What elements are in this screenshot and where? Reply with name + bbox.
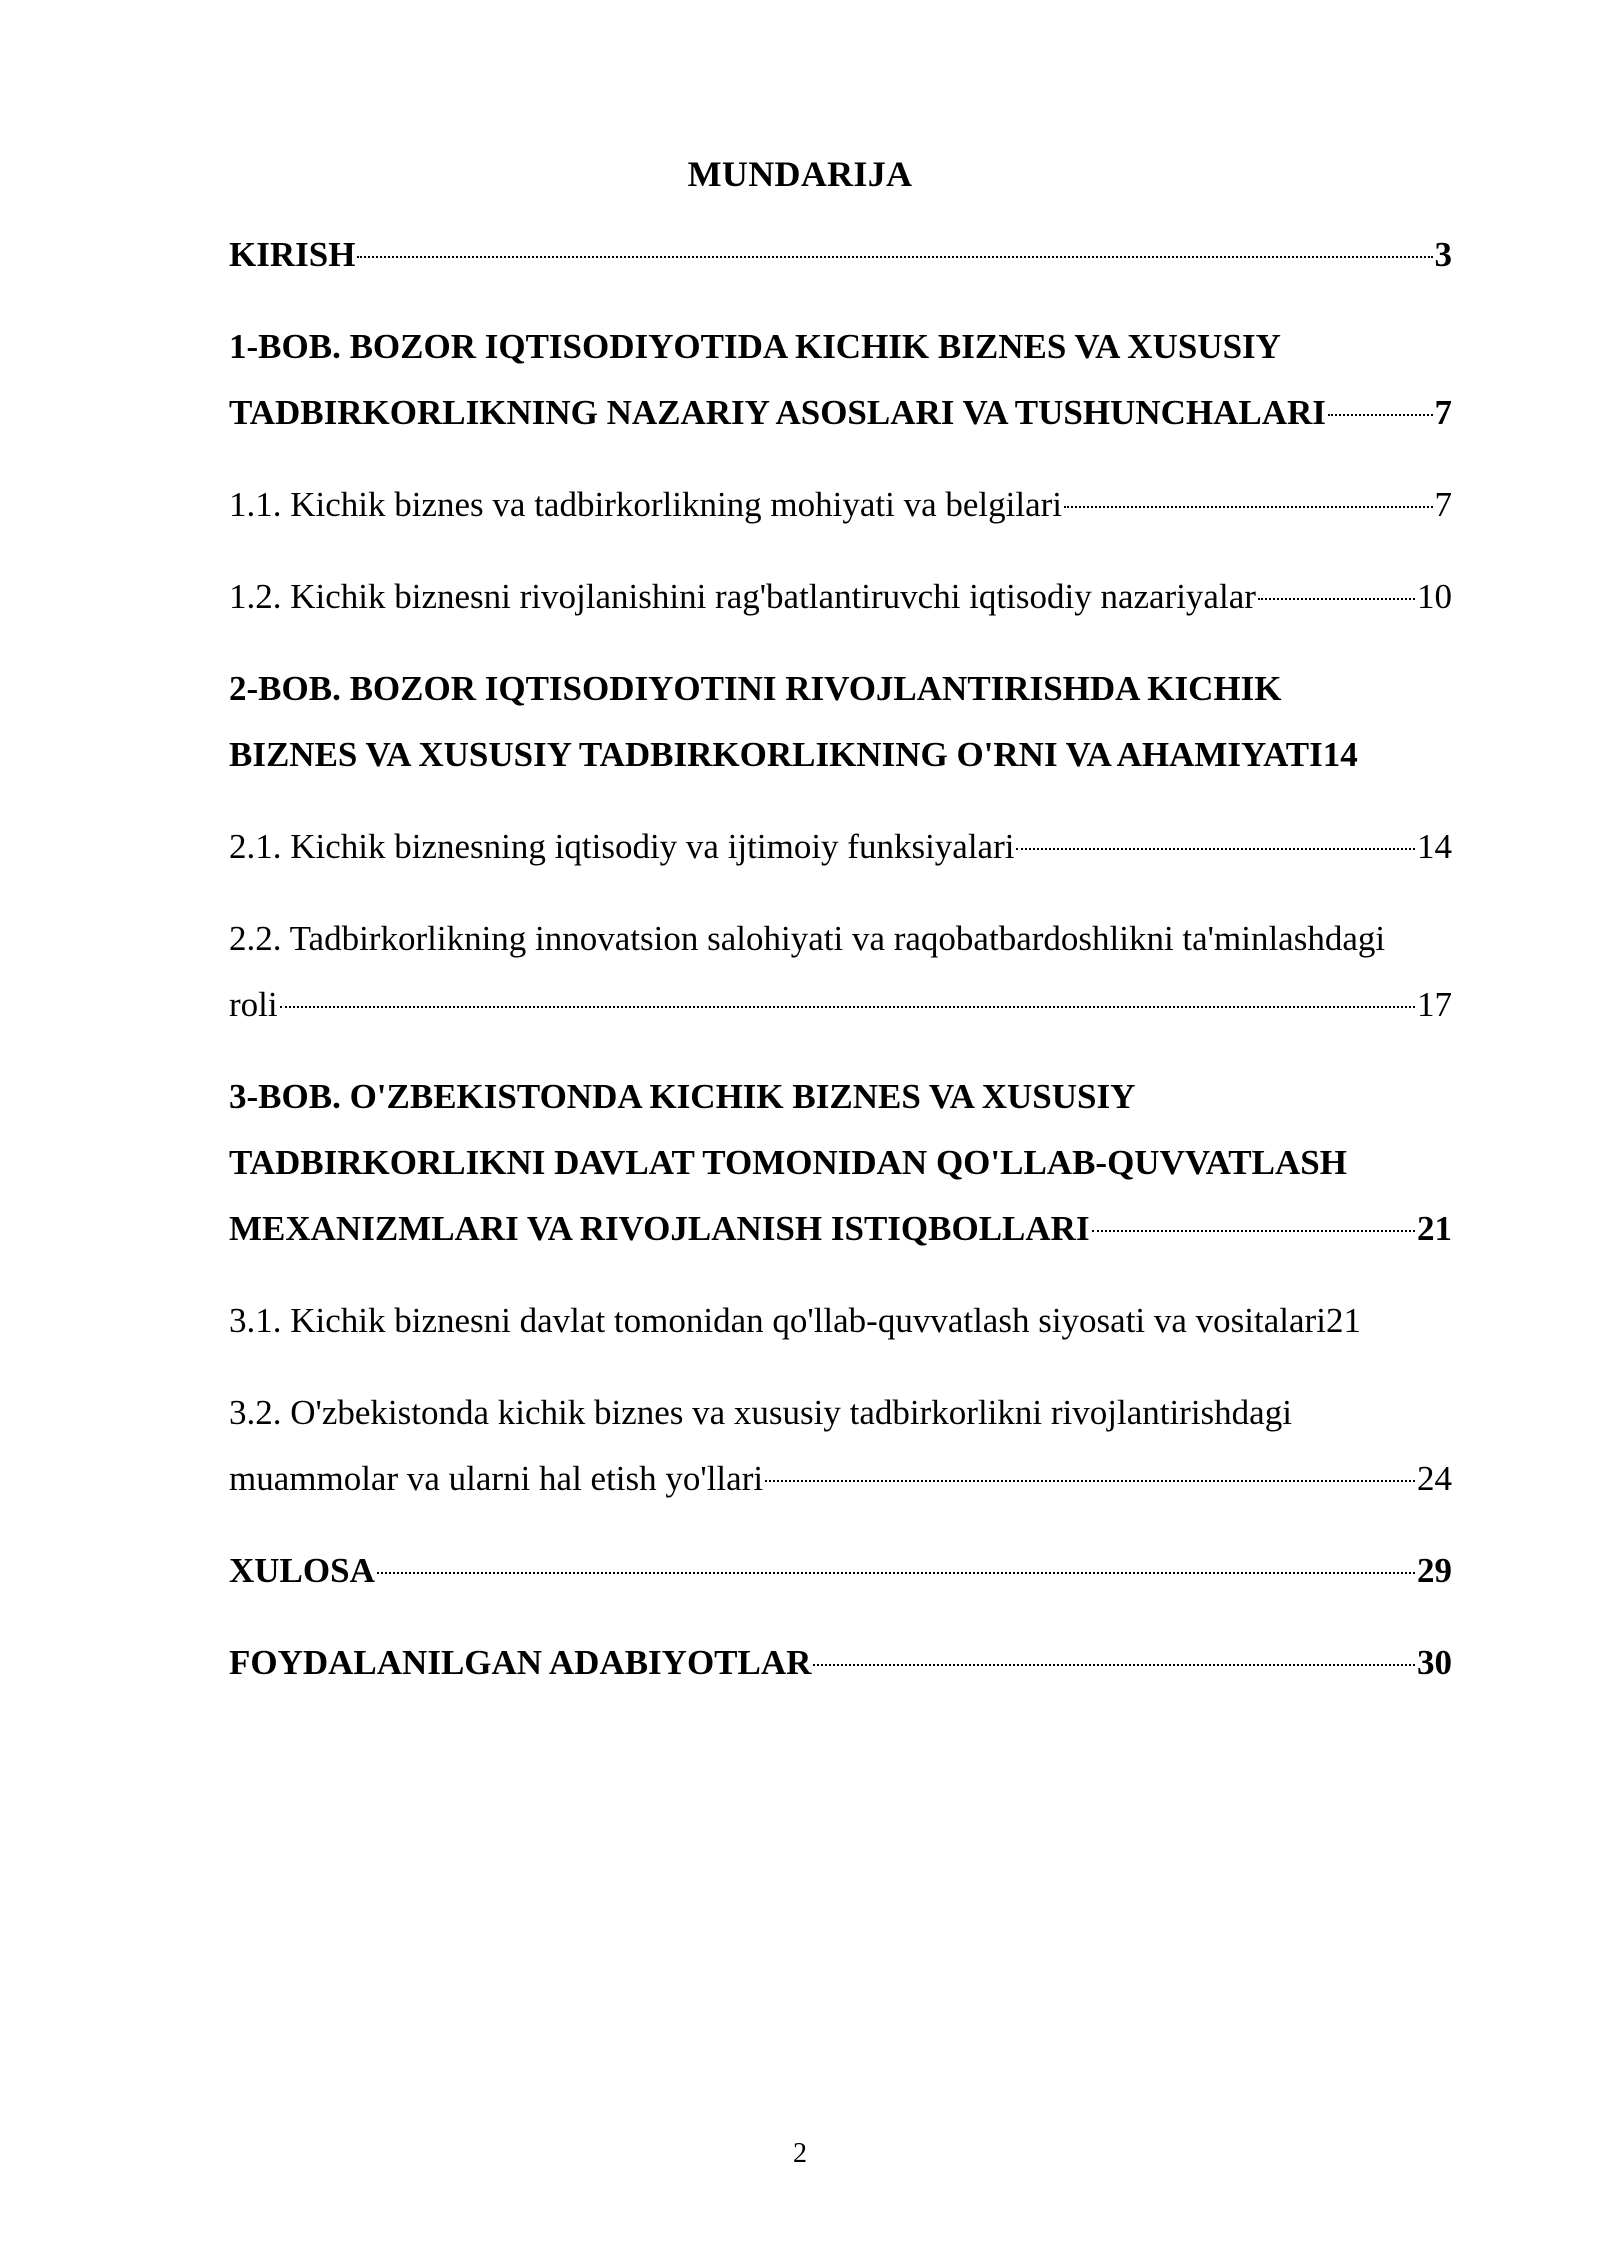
dot-leader [1064, 506, 1432, 508]
toc-page-number: 14 [1322, 735, 1358, 774]
toc-entry-text: BIZNES VA XUSUSIY TADBIRKORLIKNING O'RNI VA AHAMIYATI [229, 735, 1323, 774]
dot-leader [377, 1572, 1415, 1574]
dot-leader [765, 1480, 1415, 1482]
toc-page-number: 21 [1417, 1209, 1452, 1248]
toc-entry-text: muammolar va ularni hal etish yo'llari [229, 1459, 764, 1498]
toc-entry-section-3-2[interactable] [229, 1380, 1452, 1512]
toc-entry-line: TADBIRKORLIKNI DAVLAT TOMONIDAN QO'LLAB-QUVVATLASH [229, 1143, 1347, 1182]
toc-page-number: 3 [1434, 235, 1452, 274]
dot-leader [813, 1664, 1415, 1666]
dot-leader [1328, 414, 1433, 416]
toc-entry-references[interactable] [229, 1630, 1452, 1696]
dot-leader [1092, 1230, 1415, 1232]
toc-entry-text: 3.1. Kichik biznesni davlat tomonidan qo'llab-quvvatlash siyosati va vositalari [229, 1301, 1326, 1340]
toc-page-number: 7 [1434, 393, 1452, 432]
toc-entry-line: 1-BOB. BOZOR IQTISODIYOTIDA KICHIK BIZNES VA XUSUSIY [229, 327, 1281, 366]
toc-entry-line: 2.2. Tadbirkorlikning innovatsion salohiyati va raqobatbardoshlikni ta'minlashdagi [229, 919, 1386, 958]
toc-entry-section-2-1[interactable] [229, 814, 1452, 880]
toc-entry-section-3-1[interactable] [229, 1288, 1452, 1354]
toc-page-number: 7 [1434, 485, 1452, 524]
toc-title: MUNDARIJA [687, 154, 913, 194]
toc-entry-chapter-2[interactable] [229, 656, 1452, 788]
toc-entry-chapter-3[interactable] [229, 1064, 1452, 1262]
toc-entry-xulosa[interactable] [229, 1538, 1452, 1604]
toc-entry-text: 1.2. Kichik biznesni rivojlanishini rag'batlantiruvchi iqtisodiy nazariyalar [229, 577, 1256, 616]
dot-leader [357, 256, 1432, 258]
toc-entry-text: KIRISH [229, 235, 356, 274]
dot-leader [1016, 848, 1415, 850]
dot-leader [280, 1006, 1415, 1008]
toc-entry-text: 1.1. Kichik biznes va tadbirkorlikning mohiyati va belgilari [229, 485, 1063, 524]
dot-leader [1258, 598, 1415, 600]
toc-entry-line: 2-BOB. BOZOR IQTISODIYOTINI RIVOJLANTIRISHDA KICHIK [229, 669, 1282, 708]
toc-entry-text: 2.1. Kichik biznesning iqtisodiy va ijtimoiy funksiyalari [229, 827, 1015, 866]
toc-page-number: 14 [1417, 827, 1452, 866]
toc-entry-text: TADBIRKORLIKNING NAZARIY ASOSLARI VA TUSHUNCHALARI [229, 393, 1326, 432]
toc-entry-kirish[interactable] [229, 222, 1452, 288]
toc-entry-chapter-1[interactable] [229, 314, 1452, 446]
page-number: 2 [793, 2138, 807, 2169]
toc-entry-text: XULOSA [229, 1551, 375, 1590]
toc-page-number: 24 [1417, 1459, 1452, 1498]
table-of-contents [229, 222, 1452, 1722]
toc-page-number: 30 [1417, 1643, 1452, 1682]
toc-page-number: 17 [1417, 985, 1452, 1024]
toc-page-number: 10 [1417, 577, 1452, 616]
toc-page-number: 21 [1325, 1301, 1361, 1340]
toc-entry-text: roli [229, 985, 278, 1024]
toc-entry-line: 3-BOB. O'ZBEKISTONDA KICHIK BIZNES VA XUSUSIY [229, 1077, 1136, 1116]
toc-entry-line: 3.2. O'zbekistonda kichik biznes va xususiy tadbirkorlikni rivojlantirishdagi [229, 1393, 1292, 1432]
toc-entry-section-1-1[interactable] [229, 472, 1452, 538]
toc-page-number: 29 [1417, 1551, 1452, 1590]
toc-entry-section-1-2[interactable] [229, 564, 1452, 630]
toc-entry-text: FOYDALANILGAN ADABIYOTLAR [229, 1643, 812, 1682]
toc-entry-text: MEXANIZMLARI VA RIVOJLANISH ISTIQBOLLARI [229, 1209, 1090, 1248]
toc-entry-section-2-2[interactable] [229, 906, 1452, 1038]
